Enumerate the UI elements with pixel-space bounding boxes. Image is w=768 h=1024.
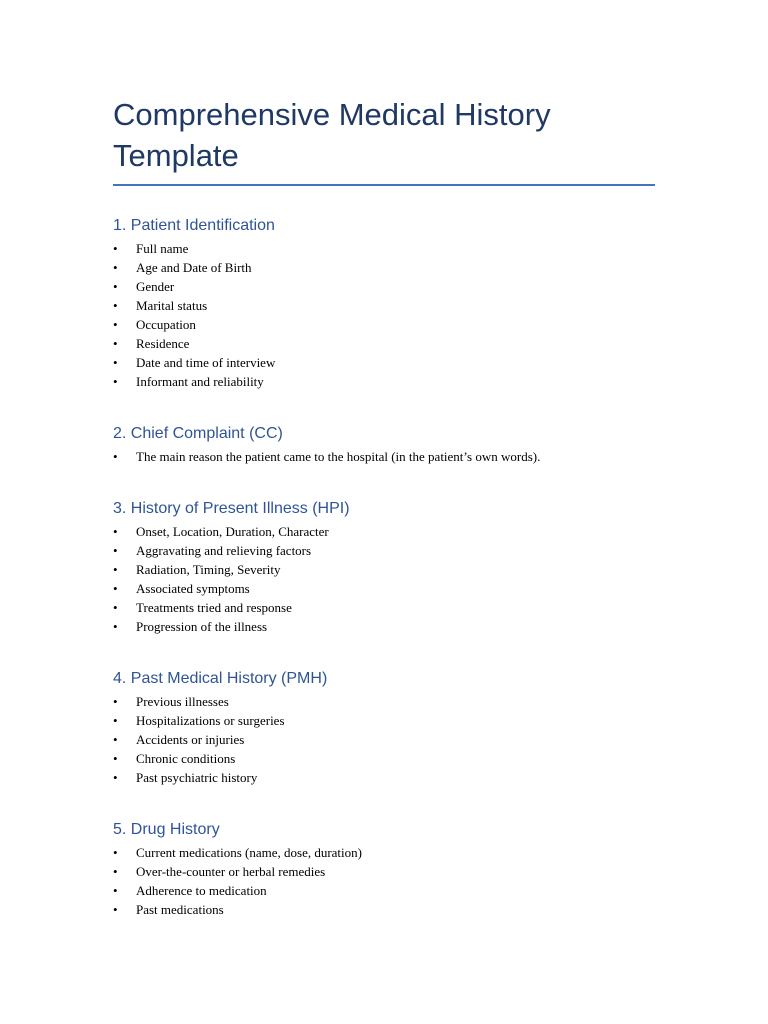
list-item [113, 730, 655, 749]
list-item [113, 447, 655, 466]
document-title-line-1: Comprehensive Medical History [113, 97, 551, 132]
bullet-icon: • [113, 562, 118, 577]
bullet-icon: • [113, 317, 118, 332]
list-item-text: Informant and reliability [136, 374, 264, 389]
bullet-icon: • [113, 449, 118, 464]
section-chief-complaint [113, 424, 655, 466]
bullet-icon: • [113, 770, 118, 785]
list-item [113, 862, 655, 881]
list-item [113, 579, 655, 598]
bullet-icon: • [113, 902, 118, 917]
bullet-icon: • [113, 543, 118, 558]
section-history-of-present-illness [113, 499, 655, 636]
list-item [113, 353, 655, 372]
section-patient-identification [113, 216, 655, 391]
list-item-text: The main reason the patient came to the hospital (in the patient’s own words). [136, 449, 541, 464]
list-item-text: Gender [136, 279, 175, 294]
section-heading: 4. Past Medical History (PMH) [113, 670, 328, 687]
list-item [113, 711, 655, 730]
section-heading: 5. Drug History [113, 821, 220, 838]
list-item [113, 296, 655, 315]
list-item-text: Hospitalizations or surgeries [136, 713, 285, 728]
list-item-text: Past psychiatric history [136, 770, 258, 785]
list-item [113, 315, 655, 334]
list-item-text: Previous illnesses [136, 694, 229, 709]
list-item [113, 881, 655, 900]
list-item-text: Onset, Location, Duration, Character [136, 524, 329, 539]
list-item [113, 692, 655, 711]
list-item [113, 900, 655, 919]
list-item-text: Date and time of interview [136, 355, 276, 370]
section-item-list [113, 692, 655, 787]
bullet-icon: • [113, 524, 118, 539]
bullet-icon: • [113, 600, 118, 615]
list-item [113, 598, 655, 617]
list-item [113, 277, 655, 296]
bullet-icon: • [113, 241, 118, 256]
list-item-text: Radiation, Timing, Severity [136, 562, 281, 577]
section-past-medical-history [113, 669, 655, 787]
list-item-text: Marital status [136, 298, 208, 313]
list-item-text: Chronic conditions [136, 751, 236, 766]
list-item [113, 617, 655, 636]
list-item [113, 843, 655, 862]
section-item-list [113, 843, 655, 919]
list-item [113, 768, 655, 787]
list-item [113, 541, 655, 560]
list-item-text: Occupation [136, 317, 196, 332]
bullet-icon: • [113, 713, 118, 728]
bullet-icon: • [113, 732, 118, 747]
list-item-text: Current medications (name, dose, duration) [136, 845, 362, 860]
bullet-icon: • [113, 260, 118, 275]
list-item-text: Accidents or injuries [136, 732, 245, 747]
section-item-list [113, 447, 655, 466]
bullet-icon: • [113, 336, 118, 351]
list-item-text: Treatments tried and response [136, 600, 292, 615]
list-item [113, 749, 655, 768]
list-item-text: Over-the-counter or herbal remedies [136, 864, 326, 879]
list-item-text: Full name [136, 241, 189, 256]
section-heading: 2. Chief Complaint (CC) [113, 425, 283, 442]
list-item-text: Past medications [136, 902, 224, 917]
bullet-icon: • [113, 845, 118, 860]
title-underline-rule [113, 184, 655, 186]
bullet-icon: • [113, 864, 118, 879]
bullet-icon: • [113, 751, 118, 766]
list-item-text: Adherence to medication [136, 883, 267, 898]
list-item-text: Associated symptoms [136, 581, 250, 596]
list-item [113, 239, 655, 258]
section-heading: 3. History of Present Illness (HPI) [113, 500, 350, 517]
list-item [113, 560, 655, 579]
list-item [113, 372, 655, 391]
bullet-icon: • [113, 279, 118, 294]
list-item-text: Progression of the illness [136, 619, 268, 634]
section-item-list [113, 522, 655, 636]
section-heading: 1. Patient Identification [113, 217, 275, 234]
document-page [113, 94, 655, 919]
list-item-text: Age and Date of Birth [136, 260, 252, 275]
document-title [113, 94, 655, 176]
list-item [113, 334, 655, 353]
bullet-icon: • [113, 619, 118, 634]
bullet-icon: • [113, 374, 118, 389]
bullet-icon: • [113, 581, 118, 596]
bullet-icon: • [113, 298, 118, 313]
section-item-list [113, 239, 655, 391]
list-item [113, 258, 655, 277]
section-drug-history [113, 820, 655, 919]
bullet-icon: • [113, 355, 118, 370]
document-title-line-2: Template [113, 138, 239, 173]
list-item-text: Aggravating and relieving factors [136, 543, 312, 558]
bullet-icon: • [113, 883, 118, 898]
list-item-text: Residence [136, 336, 190, 351]
list-item [113, 522, 655, 541]
bullet-icon: • [113, 694, 118, 709]
